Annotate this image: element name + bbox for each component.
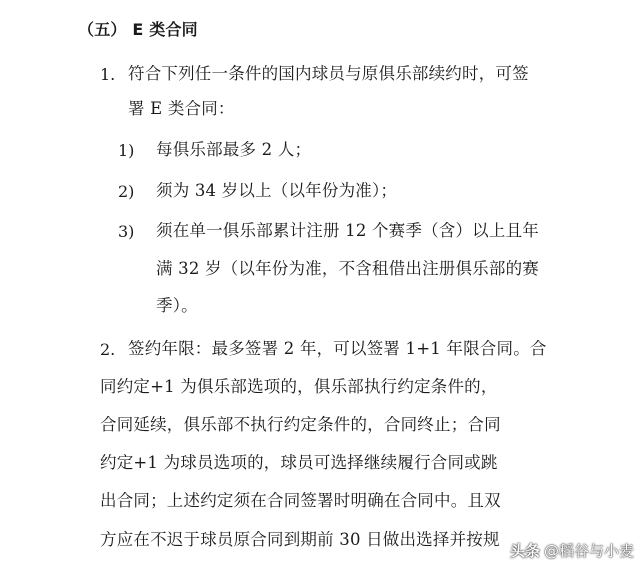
item-2-line-5: 出合同；上述约定须在合同签署时明确在合同中。且双: [100, 491, 501, 510]
item-2-number: 2.: [100, 340, 116, 359]
watermark: [508, 537, 638, 563]
item-1-number: 1.: [100, 65, 116, 84]
item-2-line-2: 同约定+1 为俱乐部选项的，俱乐部执行约定条件的，: [100, 377, 498, 396]
sub-item-1-number: 1): [118, 141, 135, 160]
watermark-handle: @稻谷与小麦: [544, 541, 635, 560]
item-2-line-4: 约定+1 为球员选项的，球员可选择继续履行合同或跳: [100, 453, 498, 472]
item-2-line-1: 签约年限：最多签署 2 年，可以签署 1+1 年限合同。合: [128, 339, 547, 358]
sub-item-3-line-1: 须在单一俱乐部累计注册 12 个赛季（含）以上且年: [156, 221, 539, 240]
sub-item-3-line-2: 满 32 岁（以年份为准，不含租借出注册俱乐部的赛: [156, 259, 539, 278]
sub-item-2-number: 2): [118, 182, 135, 201]
toutiao-logo-icon: 头条: [510, 541, 541, 560]
item-1-line-1: 符合下列任一条件的国内球员与原俱乐部续约时，可签: [128, 64, 529, 83]
section-heading: （五） E 类合同: [78, 20, 198, 39]
item-2-line-6: 方应在不迟于球员原合同到期前 30 日做出选择并按规: [100, 530, 500, 549]
item-1-line-2: 署 E 类合同：: [128, 99, 235, 118]
sub-item-3-line-3: 季）。: [156, 296, 198, 315]
item-2-line-3: 合同延续，俱乐部不执行约定条件的，合同终止；合同: [100, 415, 501, 434]
sub-item-1-text: 每俱乐部最多 2 人；: [156, 140, 312, 159]
sub-item-3-number: 3): [118, 222, 135, 241]
sub-item-2-text: 须为 34 岁以上（以年份为准）；: [156, 181, 398, 200]
